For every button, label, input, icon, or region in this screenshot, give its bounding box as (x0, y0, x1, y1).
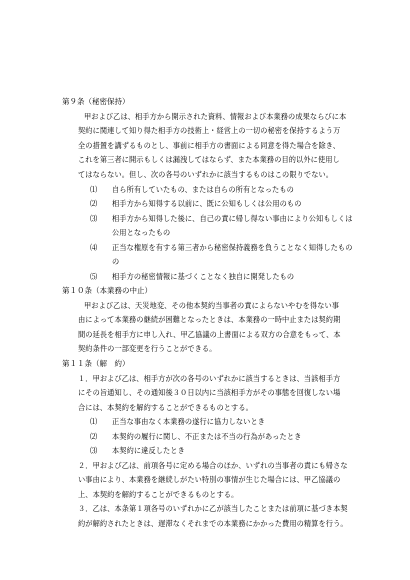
article-11-heading: 第１１条（解 約） (62, 359, 130, 368)
item-number: ⑸ (90, 272, 98, 281)
item-number: ⑷ (90, 243, 98, 252)
article-11-clause-3: ３．乙は、本条第１項各号のいずれかに乙が該当したことまたは前項に基づき本契 (78, 504, 348, 513)
item-text: 本契約に違反したとき (112, 446, 185, 455)
article-10-heading: 第１０条（本業務の中止） (62, 286, 152, 295)
article-11-clause-2: い事由により、本業務を継続しがたい特別の事情が生じた場合には、甲乙協議の (78, 475, 341, 484)
item-number: ⑴ (90, 185, 98, 194)
article-9-heading: 第９条（秘密保持） (62, 97, 130, 106)
item-text: 相手方の秘密情報に基づくことなく独自に開発したもの (112, 272, 295, 281)
item-number: ⑴ (90, 417, 98, 426)
article-11-clause-1: にその旨通知し、その通知後３０日以内に当該相手方がその事態を回復しない場 (78, 388, 341, 397)
article-11-clause-2: ２．甲および乙は、前項各号に定める場合のほか、いずれの当事者の責にも帰さな (78, 461, 348, 470)
item-text: 正当な事由なく本業務の遂行に協力しないとき (112, 417, 266, 426)
item-number: ⑶ (90, 214, 98, 223)
article-9-text: これを第三者に開示もしくは漏洩してはならず、また本業務の目的以外に使用し (78, 155, 340, 164)
article-11-clause-2: 上、本契約を解約することができるものとする。 (78, 490, 239, 499)
article-11-clause-3: 約が解約されたときは、遅滞なくそれまでの本業務にかかった費用の精算を行う。 (78, 519, 348, 528)
article-11-clause-1: 合には、本契約を解約することができるものとする。 (78, 403, 253, 412)
article-9-text: 甲および乙は、相手方から開示された資料、情報および本業務の成果ならびに本 (84, 112, 347, 121)
item-number: ⑵ (90, 199, 98, 208)
item-text: 相手方から知得した後に、自己の責に帰し得ない事由により公知もしくは (112, 214, 353, 223)
article-10-text: 甲および乙は、天災地変、その他本契約当事者の責によらないやむを得ない事 (84, 301, 340, 310)
article-11-clause-1: １．甲および乙は、相手方が次の各号のいずれかに該当するときは、当該相手方 (78, 374, 341, 383)
item-text: 正当な権原を有する第三者から秘密保持義務を負うことなく知得したもの (112, 243, 353, 252)
item-text: の (112, 257, 120, 266)
article-9-text: 全の措置を講ずるものとし、事前に相手方の書面による同意を得た場合を除き、 (78, 141, 341, 150)
item-number: ⑶ (90, 446, 98, 455)
item-text: 自ら所有していたもの、または自らの所有となったもの (112, 185, 294, 194)
article-10-text: 由によって本業務の継続が困難となったときは、本業務の一時中止または契約期 (78, 315, 341, 324)
item-text: 公用となったもの (112, 228, 171, 237)
article-10-text: 間の延長を相手方に申し入れ、甲乙協議の上書面による双方の合意をもって、本 (78, 330, 341, 339)
article-9-text: てはならない。但し、次の各号のいずれかに該当するものはこの限りでない。 (78, 170, 334, 179)
article-10-text: 契約条件の一部変更を行うことができる。 (78, 344, 217, 353)
item-number: ⑵ (90, 432, 98, 441)
article-9-text: 契約に関連して知り得た相手方の技術上・経営上の一切の秘密を保持するよう万 (78, 126, 341, 135)
item-text: 本契約の履行に関し、不正または不当の行為があったとき (112, 432, 302, 441)
item-text: 相手方から知得する以前に、既に公知もしくは公用のもの (112, 199, 302, 208)
